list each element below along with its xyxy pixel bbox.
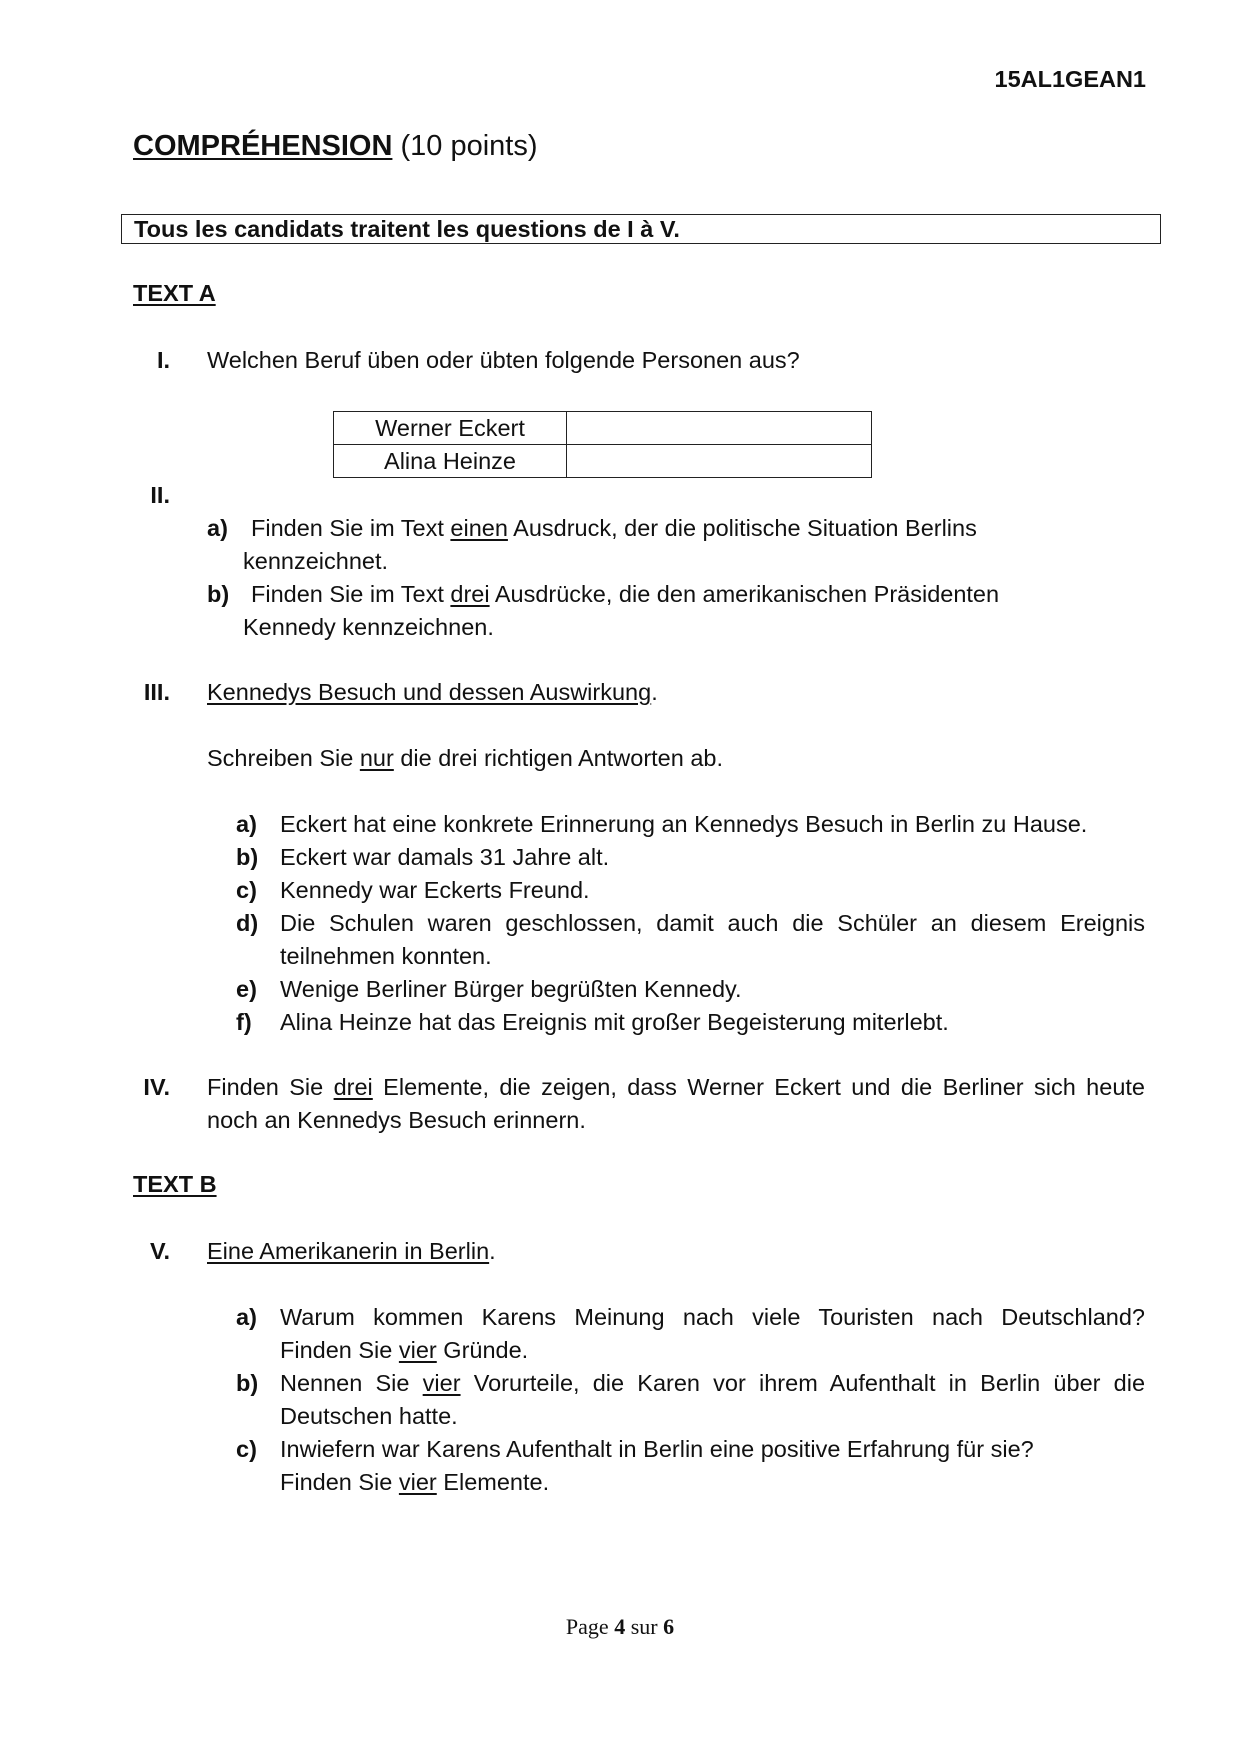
- question-1-text: Welchen Beruf üben oder übten folgende Personen aus?: [207, 347, 800, 373]
- question-3-instruction: Schreiben Sie nur die drei richtigen Antworten ab.: [207, 745, 724, 771]
- instruction-text: Tous les candidats traitent les questions de I à V.: [134, 216, 680, 242]
- question-5b-text: Nennen Sie vier Vorurteile, die Karen vor ihrem Aufenthalt in Berlin über die: [280, 1370, 1146, 1396]
- question-number-2: II.: [150, 482, 170, 508]
- question-5b-continuation: Deutschen hatte.: [280, 1403, 458, 1429]
- answer-cell: [567, 412, 872, 445]
- option-label: a): [236, 811, 257, 837]
- page-footer: [0, 1614, 1240, 1640]
- answer-cell: [567, 445, 872, 478]
- text-a-heading: TEXT A: [133, 280, 216, 306]
- option-label: a): [236, 1304, 257, 1330]
- option-text: Eckert war damals 31 Jahre alt.: [280, 844, 610, 870]
- option-text: Die Schulen waren geschlossen, damit auch die Schüler an diesem Ereignis: [280, 910, 1145, 936]
- option-label: f): [236, 1009, 252, 1035]
- question-5a-continuation: Finden Sie vier Gründe.: [280, 1337, 529, 1363]
- question-2b-continuation: Kennedy kennzeichnen.: [243, 614, 494, 640]
- option-label: b): [236, 1370, 259, 1396]
- question-number-4: IV.: [143, 1074, 170, 1100]
- section-points: (10 points): [400, 130, 538, 162]
- document-code: 15AL1GEAN1: [994, 66, 1146, 92]
- table-row: [334, 445, 872, 478]
- option-label: b): [207, 581, 230, 607]
- question-number-3: III.: [143, 679, 170, 705]
- option-label: c): [236, 877, 257, 903]
- option-label: d): [236, 910, 259, 936]
- profession-table: [333, 411, 872, 478]
- instruction-box: [121, 214, 1161, 244]
- section-heading: [133, 130, 538, 163]
- question-4-text: Finden Sie drei Elemente, die zeigen, dass Werner Eckert und die Berliner sich heute: [207, 1074, 1145, 1100]
- question-number-1: I.: [156, 347, 170, 373]
- question-2a-continuation: kennzeichnet.: [243, 548, 389, 574]
- option-text: Alina Heinze hat das Ereignis mit großer Begeisterung miterlebt.: [280, 1009, 949, 1035]
- option-text: Kennedy war Eckerts Freund.: [280, 877, 590, 903]
- option-label: e): [236, 976, 257, 1002]
- page-number: 4: [614, 1614, 626, 1639]
- question-3-title: Kennedys Besuch und dessen Auswirkung.: [207, 679, 658, 705]
- person-name: Alina Heinze: [334, 445, 567, 478]
- option-label: a): [207, 515, 228, 541]
- question-4-continuation: noch an Kennedys Besuch erinnern.: [207, 1107, 586, 1133]
- question-number-5: V.: [149, 1238, 170, 1264]
- option-text: Eckert hat eine konkrete Erinnerung an Kennedys Besuch in Berlin zu Hause.: [280, 811, 1088, 837]
- question-2a-text: Finden Sie im Text einen Ausdruck, der die politische Situation Berlins: [251, 515, 977, 541]
- option-label: c): [236, 1436, 257, 1462]
- question-2b-text: Finden Sie im Text drei Ausdrücke, die den amerikanischen Präsidenten: [251, 581, 1000, 607]
- question-5c-text: Inwiefern war Karens Aufenthalt in Berlin eine positive Erfahrung für sie?: [280, 1436, 1034, 1462]
- page-word: Page: [565, 1614, 609, 1639]
- table-row: [334, 412, 872, 445]
- text-b-heading: TEXT B: [133, 1171, 217, 1197]
- page-total: 6: [663, 1614, 675, 1639]
- question-5a-text: Warum kommen Karens Meinung nach viele Touristen nach Deutschland?: [280, 1304, 1145, 1330]
- question-5-title: Eine Amerikanerin in Berlin.: [207, 1238, 496, 1264]
- option-text: Wenige Berliner Bürger begrüßten Kennedy.: [280, 976, 742, 1002]
- question-5c-continuation: Finden Sie vier Elemente.: [280, 1469, 550, 1495]
- section-title: COMPRÉHENSION: [133, 130, 393, 162]
- option-label: b): [236, 844, 259, 870]
- person-name: Werner Eckert: [334, 412, 567, 445]
- option-continuation: teilnehmen konnten.: [280, 943, 492, 969]
- page-sep: sur: [630, 1614, 658, 1639]
